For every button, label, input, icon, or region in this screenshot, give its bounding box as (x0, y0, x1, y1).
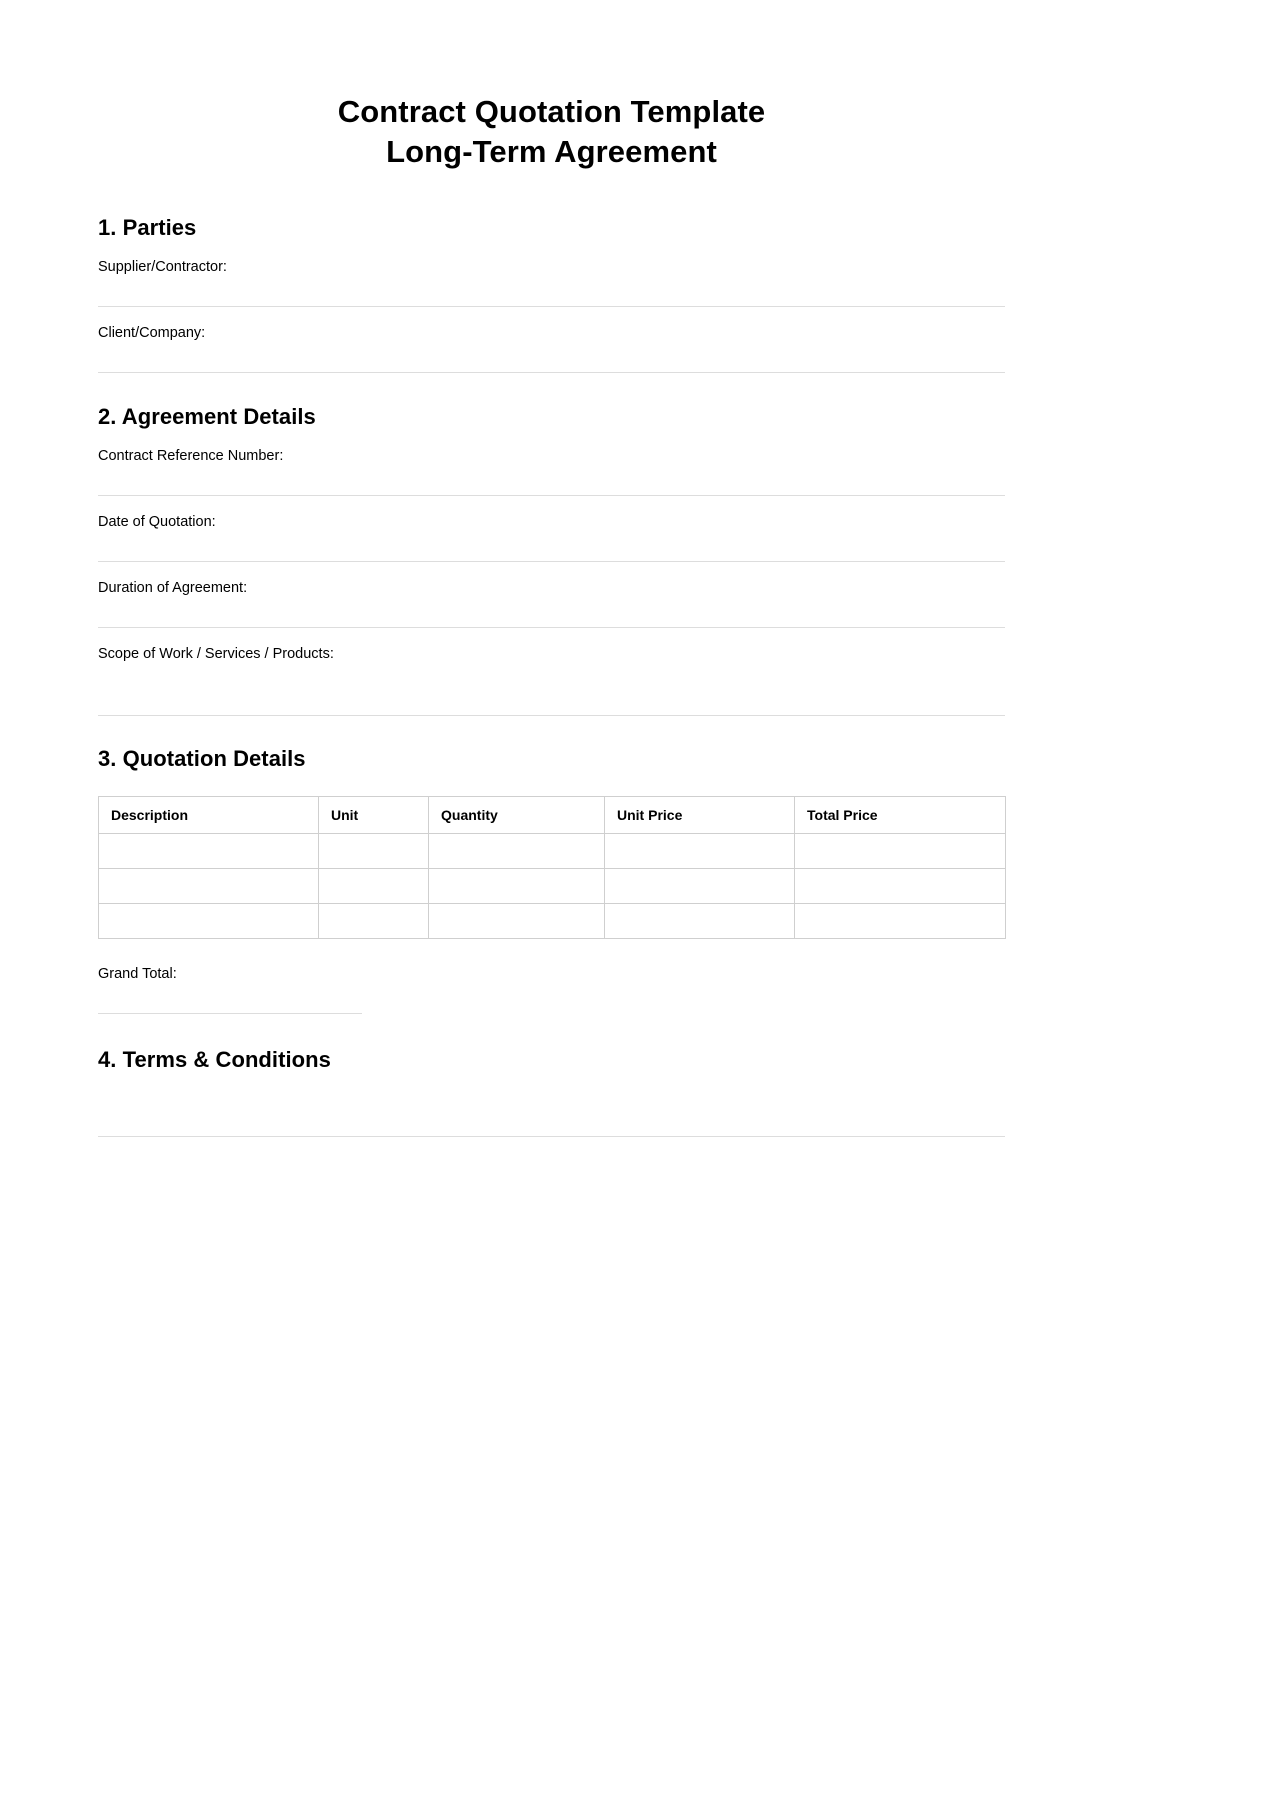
column-header-unit-price: Unit Price (605, 797, 795, 834)
table-row (99, 834, 1006, 869)
field-label-client-company: Client/Company: (98, 324, 206, 341)
field-input-client-company[interactable] (98, 342, 1005, 372)
field-input-duration-of-agreement[interactable] (98, 597, 1005, 627)
cell-quantity[interactable] (429, 869, 605, 904)
field-label-supplier-contractor: Supplier/Contractor: (98, 258, 227, 275)
column-header-description: Description (99, 797, 319, 834)
document-title (98, 0, 1005, 173)
field-input-grand-total[interactable] (98, 983, 1005, 1013)
field-label-duration-of-agreement: Duration of Agreement: (98, 580, 248, 597)
quotation-table-head (99, 797, 1006, 834)
cell-quantity[interactable] (429, 904, 605, 939)
cell-unit-price[interactable] (605, 834, 795, 869)
cell-description[interactable] (99, 869, 319, 904)
cell-total-price[interactable] (795, 834, 1006, 869)
column-header-quantity: Quantity (429, 797, 605, 834)
section-heading-quotation-details: 3. Quotation Details (98, 746, 306, 772)
table-header-row (99, 797, 1006, 834)
cell-unit[interactable] (319, 869, 429, 904)
table-row (99, 904, 1006, 939)
cell-unit-price[interactable] (605, 869, 795, 904)
quotation-table-body (99, 834, 1006, 939)
cell-total-price[interactable] (795, 869, 1006, 904)
field-grand-total (98, 939, 1005, 1014)
field-contract-reference-number (98, 430, 1005, 496)
section-heading-terms-conditions: 4. Terms & Conditions (98, 1047, 331, 1073)
field-rule-terms-conditions (98, 1136, 1005, 1137)
cell-unit[interactable] (319, 834, 429, 869)
cell-description[interactable] (99, 834, 319, 869)
document-content (98, 0, 1005, 1137)
field-supplier-contractor (98, 241, 1005, 307)
field-input-contract-reference-number[interactable] (98, 465, 1005, 495)
section-heading-parties: 1. Parties (98, 214, 197, 240)
table-row (99, 869, 1006, 904)
column-header-total-price: Total Price (795, 797, 1006, 834)
cell-unit[interactable] (319, 904, 429, 939)
document-title-line-1: Contract Quotation Template (337, 94, 766, 129)
field-input-date-of-quotation[interactable] (98, 531, 1005, 561)
cell-description[interactable] (99, 904, 319, 939)
column-header-unit: Unit (319, 797, 429, 834)
quotation-table (98, 796, 1006, 939)
field-date-of-quotation (98, 496, 1005, 562)
field-input-scope-of-work[interactable] (98, 663, 1005, 715)
field-scope-of-work (98, 628, 1005, 716)
field-label-grand-total: Grand Total: (98, 966, 177, 983)
field-label-contract-reference-number: Contract Reference Number: (98, 447, 284, 464)
cell-total-price[interactable] (795, 904, 1006, 939)
field-duration-of-agreement (98, 562, 1005, 628)
field-label-scope-of-work: Scope of Work / Services / Products: (98, 646, 334, 663)
section-heading-agreement-details: 2. Agreement Details (98, 403, 316, 429)
field-label-date-of-quotation: Date of Quotation: (98, 513, 216, 530)
field-input-terms-conditions[interactable] (98, 1073, 1005, 1136)
cell-unit-price[interactable] (605, 904, 795, 939)
field-input-supplier-contractor[interactable] (98, 276, 1005, 306)
document-title-line-2: Long-Term Agreement (386, 134, 717, 170)
field-client-company (98, 307, 1005, 373)
cell-quantity[interactable] (429, 834, 605, 869)
